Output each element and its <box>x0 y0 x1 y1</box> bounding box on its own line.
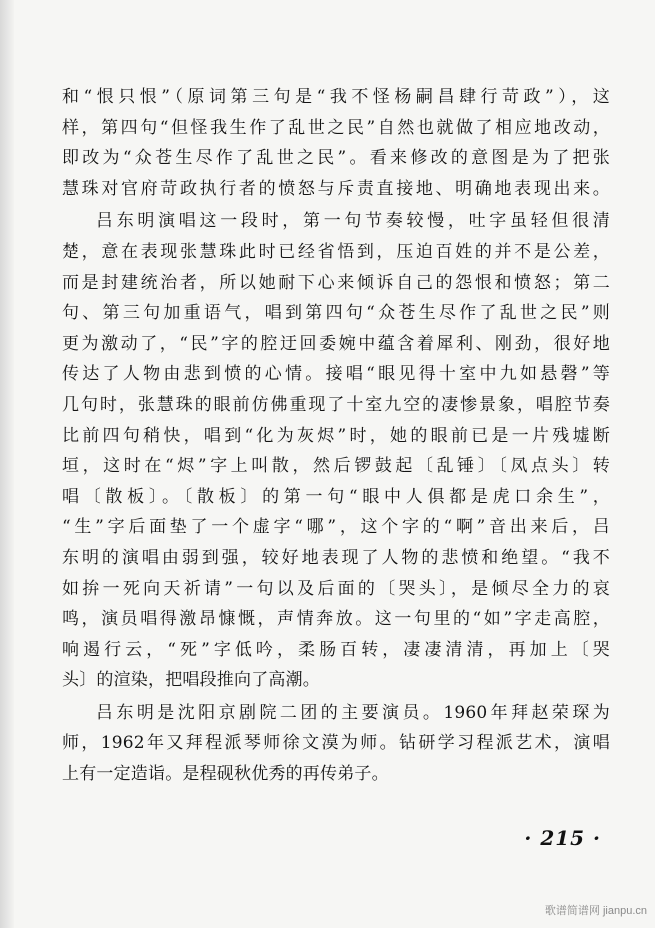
watermark-text: 歌谱简谱网 jianpu.cn <box>544 905 647 917</box>
text-line: 而是封建统治者，所以她耐下心来倾诉自己的怨恨和愤怒；第二 <box>62 272 610 293</box>
paragraph-3 <box>62 698 610 790</box>
text-line: 传达了人物由悲到愤的心情。接唱“眼见得十室中九如悬磬”等 <box>62 364 610 385</box>
text-line: 和“恨只恨”（原词第三句是“我不怪杨嗣昌肆行苛政”），这 <box>62 87 610 107</box>
text-line: 楚，意在表现张慧珠此时已经省悟到，压迫百姓的并不是公差， <box>62 241 610 262</box>
paragraph-2 <box>62 206 610 696</box>
text-line: 更为激动了，“民”字的腔迂回委婉中蕴含着犀利、刚劲，很好地 <box>62 333 610 354</box>
paragraph-1 <box>62 82 610 204</box>
text-line: 样，第四句“但怪我生作了乱世之民”自然也就做了相应地改动， <box>62 117 610 138</box>
text-line: 头〕的渲染，把唱段推向了高潮。 <box>62 670 320 691</box>
text-line: 鸣，演员唱得激昂慷慨，声情奔放。这一句里的“如”字走高腔， <box>62 609 610 630</box>
text-line: 唱〔散板〕。〔散板〕的第一句“眼中人俱都是虎口余生”， <box>62 486 610 507</box>
page-number: · 215 · <box>524 826 601 850</box>
text-line: 垣，这时在“烬”字上叫散，然后锣鼓起〔乱锤〕〔凤点头〕转 <box>62 456 610 477</box>
text-line: 吕东明是沈阳京剧院二团的主要演员。1960年拜赵荣琛为 <box>96 702 610 723</box>
text-line: 上有一定造诣。是程砚秋优秀的再传弟子。 <box>62 764 389 785</box>
text-line: 慧珠对官府苛政执行者的愤怒与斥责直接地、明确地表现出来。 <box>62 178 610 199</box>
text-line: 如拚一死向天祈请”一句以及后面的〔哭头〕，是倾尽全力的哀 <box>62 578 610 599</box>
text-line: 即改为“众苍生尽作了乱世之民”。看来修改的意图是为了把张 <box>62 148 610 169</box>
scan-edge-shadow <box>0 0 14 928</box>
body-text <box>62 82 610 790</box>
text-line: 句、第三句加重语气，唱到第四句“众苍生尽作了乱世之民”则 <box>62 303 610 324</box>
text-line: 比前四句稍快，唱到“化为灰烬”时，她的眼前已是一片残墟断 <box>62 425 610 446</box>
text-line: 东明的演唱由弱到强，较好地表现了人物的悲愤和绝望。“我不 <box>62 547 610 568</box>
text-line: 响遏行云，“死”字低吟，柔肠百转，凄凄清清，再加上〔哭 <box>62 639 610 660</box>
text-line: “生”字后面垫了一个虚字“哪”，这个字的“啊”音出来后，吕 <box>62 517 610 538</box>
text-line: 师，1962年又拜程派琴师徐文漠为师。钻研学习程派艺术，演唱 <box>62 733 610 754</box>
text-line: 几句时，张慧珠的眼前仿佛重现了十室九空的凄惨景象，唱腔节奏 <box>62 394 610 415</box>
text-line: 吕东明演唱这一段时，第一句节奏较慢，吐字虽轻但很清 <box>96 211 610 232</box>
